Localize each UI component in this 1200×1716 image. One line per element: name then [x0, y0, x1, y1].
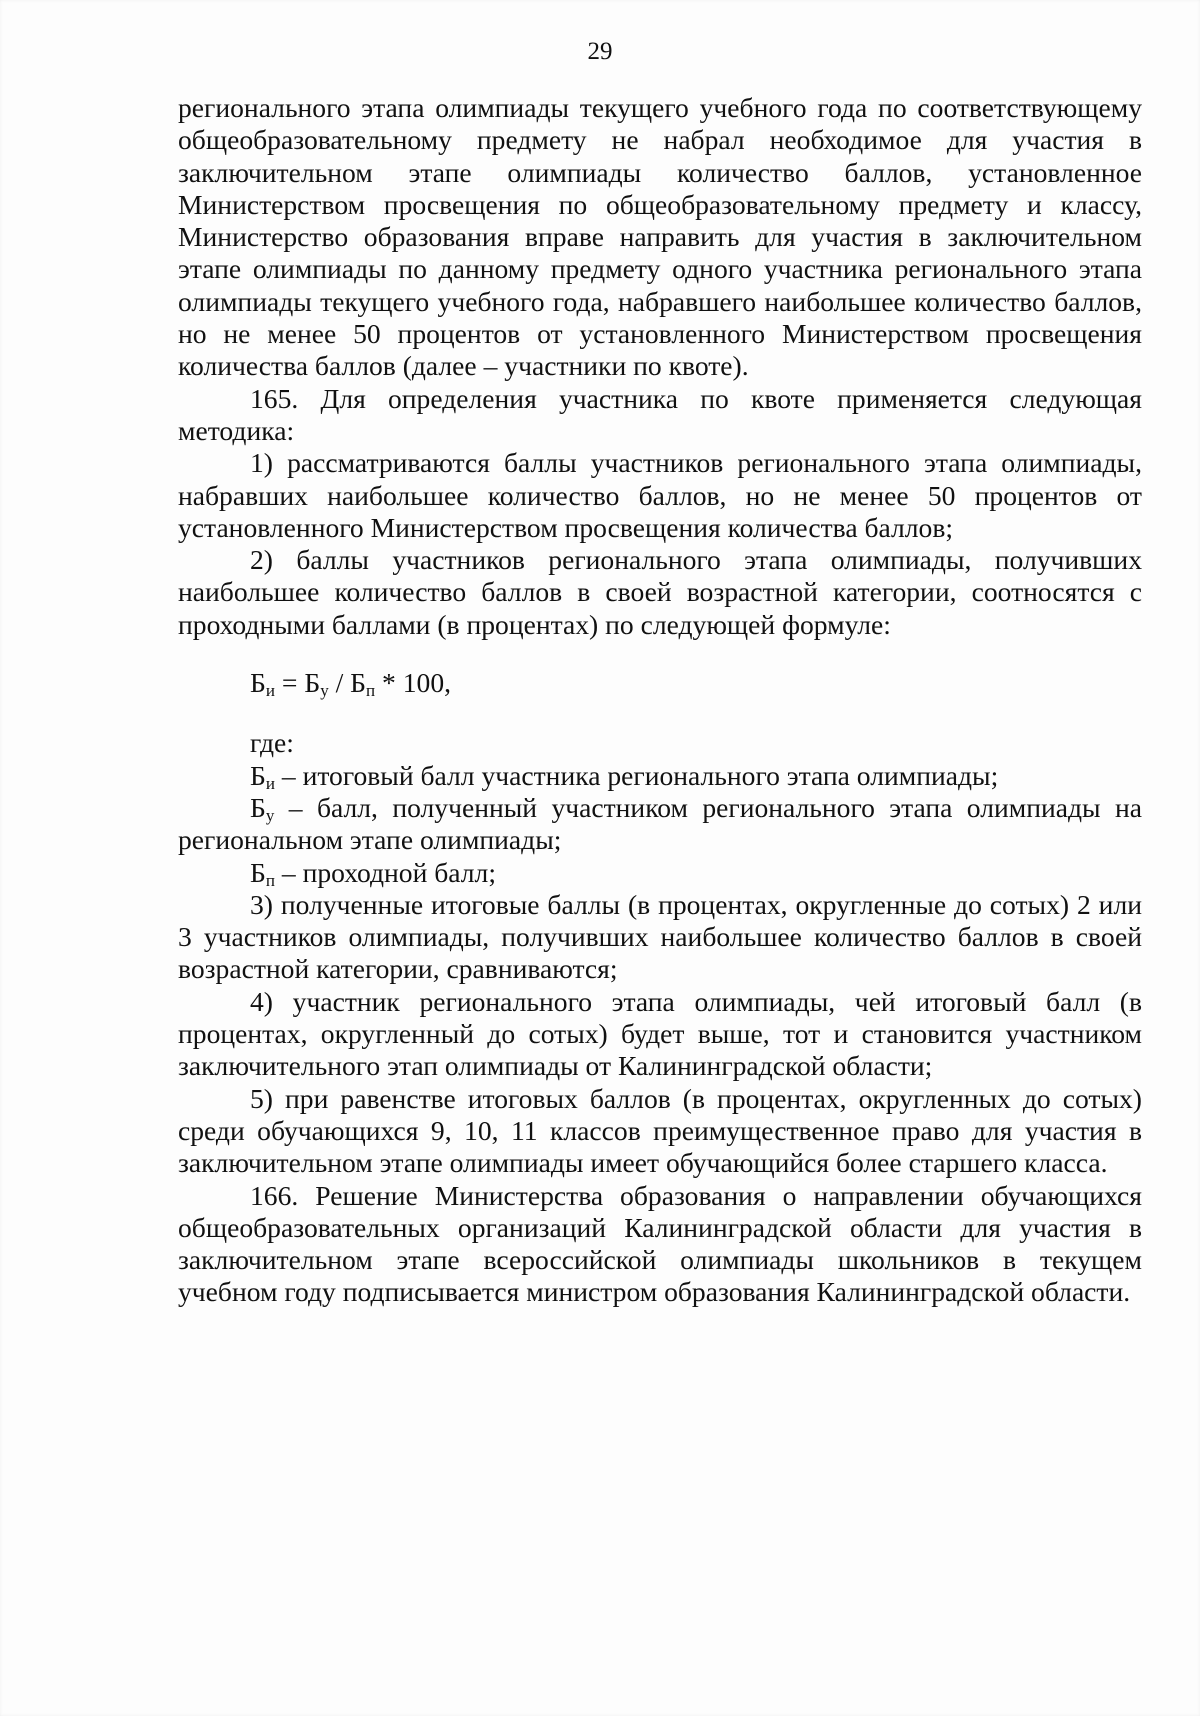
- document-body: [178, 92, 1142, 1309]
- formula-definitions: [178, 727, 1142, 888]
- list-item-1: 1) рассматриваются баллы участников регионального этапа олимпиады, набравших наибольшее количество баллов, но не менее 50 процентов от установленного Министерством просвещения количества баллов;: [178, 447, 1142, 543]
- formula-b-p: $Б_п$: [350, 667, 376, 701]
- list-item-5: 5) при равенстве итоговых баллов (в процентах, округленных до сотых) среди обучающихся 9, 10, 11 классов преимущественное право для участия в заключительном этапе олимпиады имеет обучающийся более старшего класса.: [178, 1082, 1142, 1179]
- paragraph-166: 166. Решение Министерства образования о направлении обучающихся общеобразовательных организаций Калининградской области для участия в заключительном этапе всероссийской олимпиады школьников в текущем учебном году подписывается министром образования Калининградской области.: [178, 1179, 1142, 1308]
- list-item-3: 3) полученные итоговые баллы (в процентах, округленные до сотых) 2 или 3 участников олимпиады, получивших наибольшее количество баллов в своей возрастной категории, сравниваются;: [178, 888, 1142, 985]
- definition-b-u: $Б_у$ – балл, полученный участником регионального этапа олимпиады на региональном этапе олимпиады;: [178, 791, 1142, 856]
- list-item-4: 4) участник регионального этапа олимпиады, чей итоговый балл (в процентах, округленный до сотых) будет выше, тот и становится участником заключительного этап олимпиады от Калининградской области;: [178, 985, 1142, 1082]
- definitions-where: где:: [250, 727, 294, 759]
- page-number: 29: [587, 38, 613, 65]
- definition-b-i: $Б_и$ – итоговый балл участника регионального этапа олимпиады;: [250, 759, 999, 793]
- formula-b-u: $Б_у$: [304, 667, 329, 701]
- list-item-2: 2) баллы участников регионального этапа олимпиады, получивших наибольшее количество баллов в своей возрастной категории, соотносятся с проходными баллами (в процентах) по следующей формуле:: [178, 544, 1142, 640]
- formula-b-i: $Б_и$: [250, 667, 275, 701]
- formula: $Б_и = Б_у / Б_п * 100$,: [250, 667, 452, 701]
- definition-b-p: $Б_п$ – проходной балл;: [250, 856, 496, 890]
- paragraph-165: 165. Для определения участника по квоте применяется следующая методика:: [178, 382, 1142, 446]
- paragraph-continuation: регионального этапа олимпиады текущего учебного года по соответствующему общеобразовательному предмету не набрал необходимое для участия в заключительном этапе олимпиады количество баллов, установленное Министерством просвещения по общеобразовательному предмету и классу, Министерство образования вправе направить для участия в заключительном этапе олимпиады по данному предмету одного участника регионального этапа олимпиады текущего учебного года, набравшего наибольшее количество баллов, но не менее 50 процентов от установленного Министерством просвещения количества баллов (далее – участники по квоте).: [178, 92, 1142, 382]
